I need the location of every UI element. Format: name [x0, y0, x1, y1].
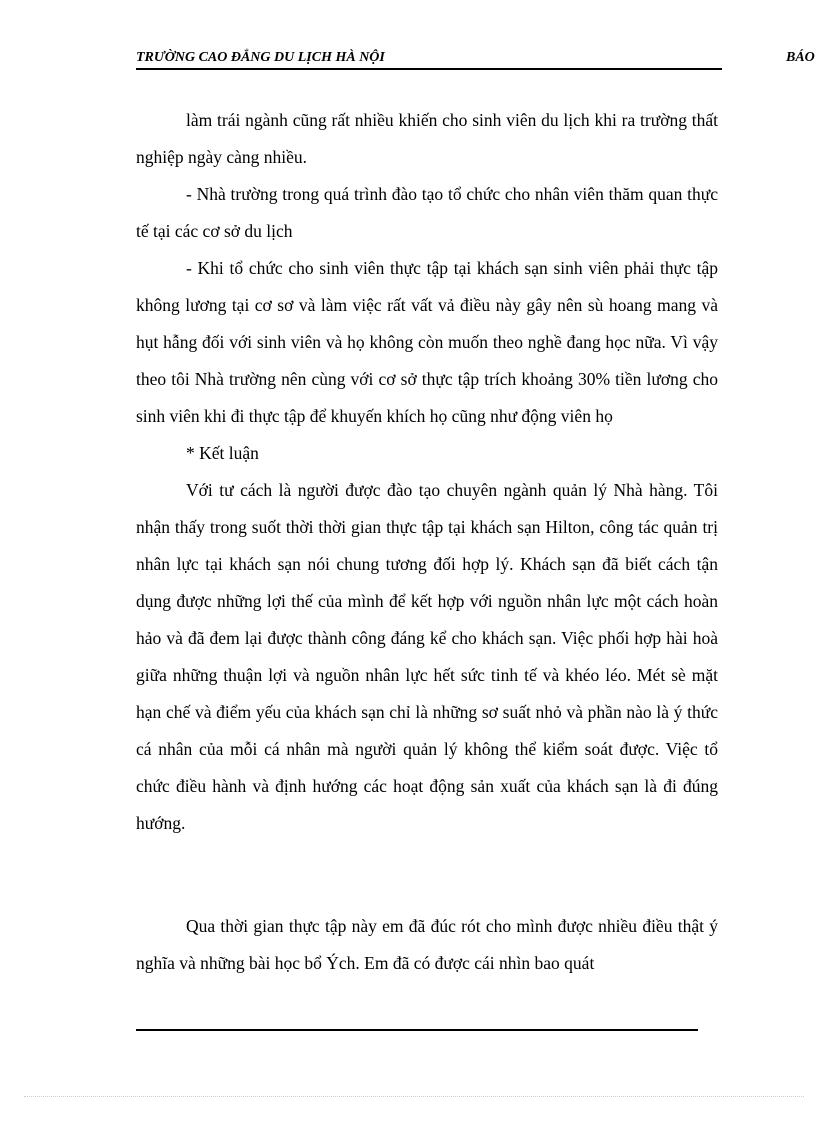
- paragraph-final: Qua thời gian thực tập này em đã đúc rót cho mình được nhiều điều thật ý nghĩa và những bài học bổ Ých. Em đã có được cái nhìn bao quát: [136, 916, 718, 973]
- page-edge-dotted-line: [24, 1096, 804, 1097]
- document-body: [136, 102, 718, 982]
- header-school-name: TRƯỜNG CAO ĐẲNG DU LỊCH HÀ NỘI: [136, 50, 385, 65]
- paragraph-1: làm trái ngành cũng rất nhiều khiến cho sinh viên du lịch khi ra trường thất nghiệp ngày càng nhiều.: [136, 110, 718, 167]
- paragraph-3: - Khi tổ chức cho sinh viên thực tập tại khách sạn sinh viên phải thực tập không lương tại cơ sơ và làm việc rất vất vả điều này gây nên sù hoang mang và hụt hẫng đối với sinh viên và họ không còn muốn theo nghề đang học nữa. Vì vậy theo tôi Nhà trường nên cùng với cơ sở thực tập trích khoảng 30% tiền lương cho sinh viên khi đi thực tập để khuyến khích họ cũng như động viên họ: [136, 258, 718, 426]
- paragraph-conclusion: Với tư cách là người được đào tạo chuyên ngành quản lý Nhà hàng. Tôi nhận thấy trong suốt thời thời gian thực tập tại khách sạn Hilton, công tác quản trị nhân lực tại khách sạn nói chung tương đối hợp lý. Khách sạn đã biết cách tận dụng được những lợi thế của mình để kết hợp với nguồn nhân lực một cách hoàn hảo và đã đem lại được thành công đáng kể cho khách sạn. Việc phối hợp hài hoà giữa những thuận lợi và nguồn nhân lực hết sức tinh tế và khéo léo. Mét sè mặt hạn chế và điểm yếu của khách sạn chỉ là những sơ suất nhỏ và phần nào là ý thức cá nhân của mỗi cá nhân mà người quản lý không thể kiểm soát được. Việc tổ chức điều hành và định hướng các hoạt động sản xuất của khách sạn là đi đúng hướng.: [136, 480, 718, 833]
- footer-rule: [136, 1029, 698, 1031]
- header-rule: [136, 68, 722, 70]
- paragraph-2: - Nhà trường trong quá trình đào tạo tổ chức cho nhân viên thăm quan thực tế tại các cơ sở du lịch: [136, 184, 718, 241]
- header-report-label: BÁO: [786, 50, 815, 65]
- section-heading-conclusion: * Kết luận: [186, 443, 259, 463]
